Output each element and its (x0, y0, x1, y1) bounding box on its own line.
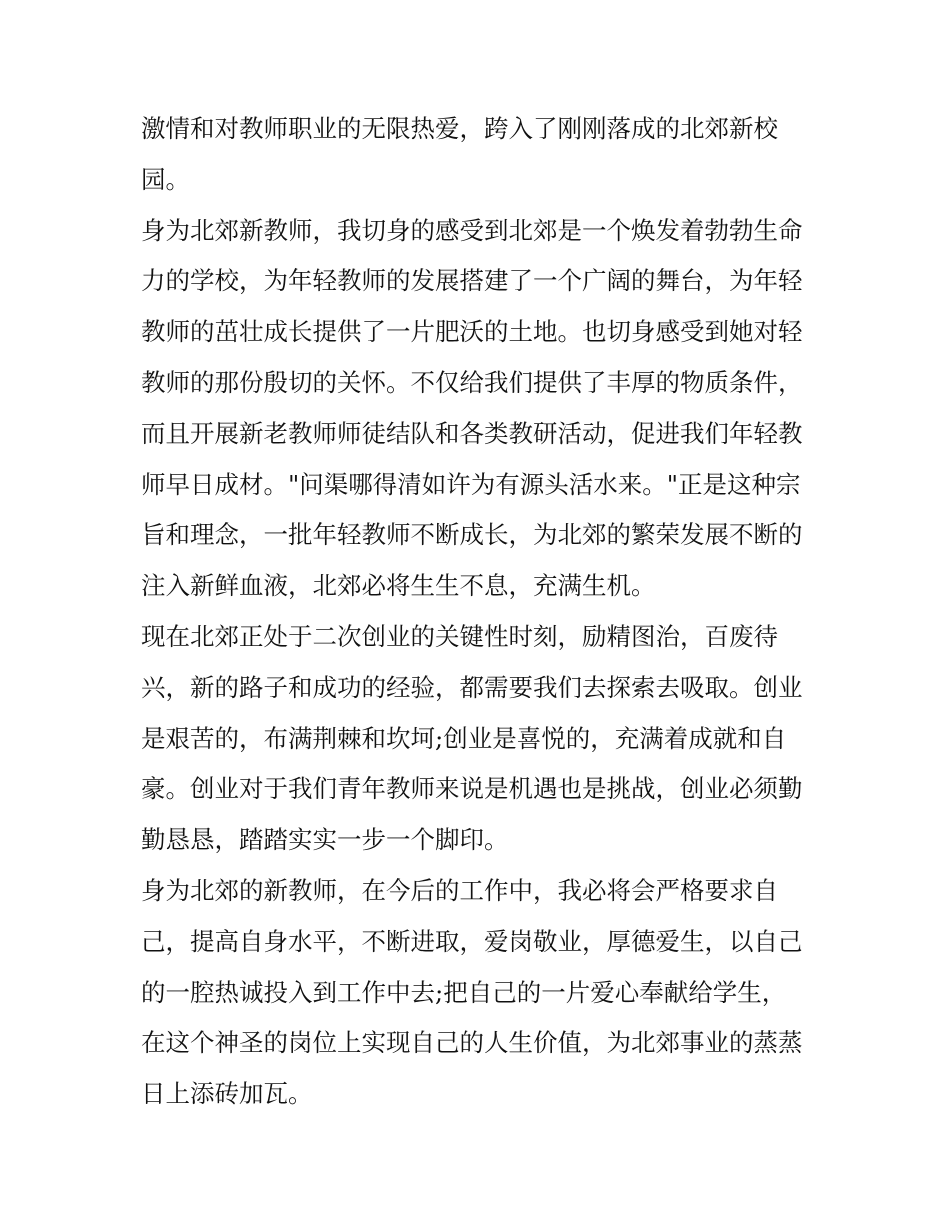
text-line-11: 现在北郊正处于二次创业的关键性时刻，励精图治，百废待 (141, 621, 778, 651)
text-line-12: 兴，新的路子和成功的经验，都需要我们去探索去吸取。创业 (141, 672, 803, 702)
text-line-15: 勤恳恳，踏踏实实一步一个脚印。 (141, 825, 509, 855)
text-line-3: 身为北郊新教师，我切身的感受到北郊是一个焕发着勃勃生命 (141, 215, 803, 245)
text-line-1: 激情和对教师职业的无限热爱，跨入了刚刚落成的北郊新校 (141, 114, 778, 143)
text-line-20: 日上添砖加瓦。 (141, 1079, 313, 1109)
text-line-17: 己，提高自身水平，不断进取，爱岗敬业，厚德爱生，以自己 (141, 926, 803, 956)
text-line-2: 园。 (141, 164, 190, 194)
text-line-9: 旨和理念，一批年轻教师不断成长，为北郊的繁荣发展不断的 (141, 520, 803, 550)
text-line-10: 注入新鲜血液，北郊必将生生不息，充满生机。 (141, 571, 656, 601)
text-line-19: 在这个神圣的岗位上实现自己的人生价值，为北郊事业的蒸蒸 (141, 1028, 803, 1058)
text-line-4: 力的学校，为年轻教师的发展搭建了一个广阔的舞台，为年轻 (141, 266, 803, 296)
text-line-7: 而且开展新老教师师徒结队和各类教研活动，促进我们年轻教 (141, 418, 803, 448)
body-text (141, 104, 821, 1120)
text-line-6: 教师的那份殷切的关怀。不仅给我们提供了丰厚的物质条件， (141, 367, 803, 397)
text-line-5: 教师的茁壮成长提供了一片肥沃的土地。也切身感受到她对轻 (141, 317, 803, 347)
text-line-14: 豪。创业对于我们青年教师来说是机遇也是挑战，创业必须勤 (141, 774, 803, 804)
text-line-13: 是艰苦的，布满荆棘和坎坷;创业是喜悦的，充满着成就和自 (141, 723, 787, 753)
text-line-16: 身为北郊的新教师，在今后的工作中，我必将会严格要求自 (141, 875, 778, 905)
text-line-8: 师早日成材。"问渠哪得清如许为有源头活水来。"正是这种宗 (141, 469, 801, 499)
text-line-18: 的一腔热诚投入到工作中去;把自己的一片爱心奉献给学生， (141, 977, 787, 1007)
